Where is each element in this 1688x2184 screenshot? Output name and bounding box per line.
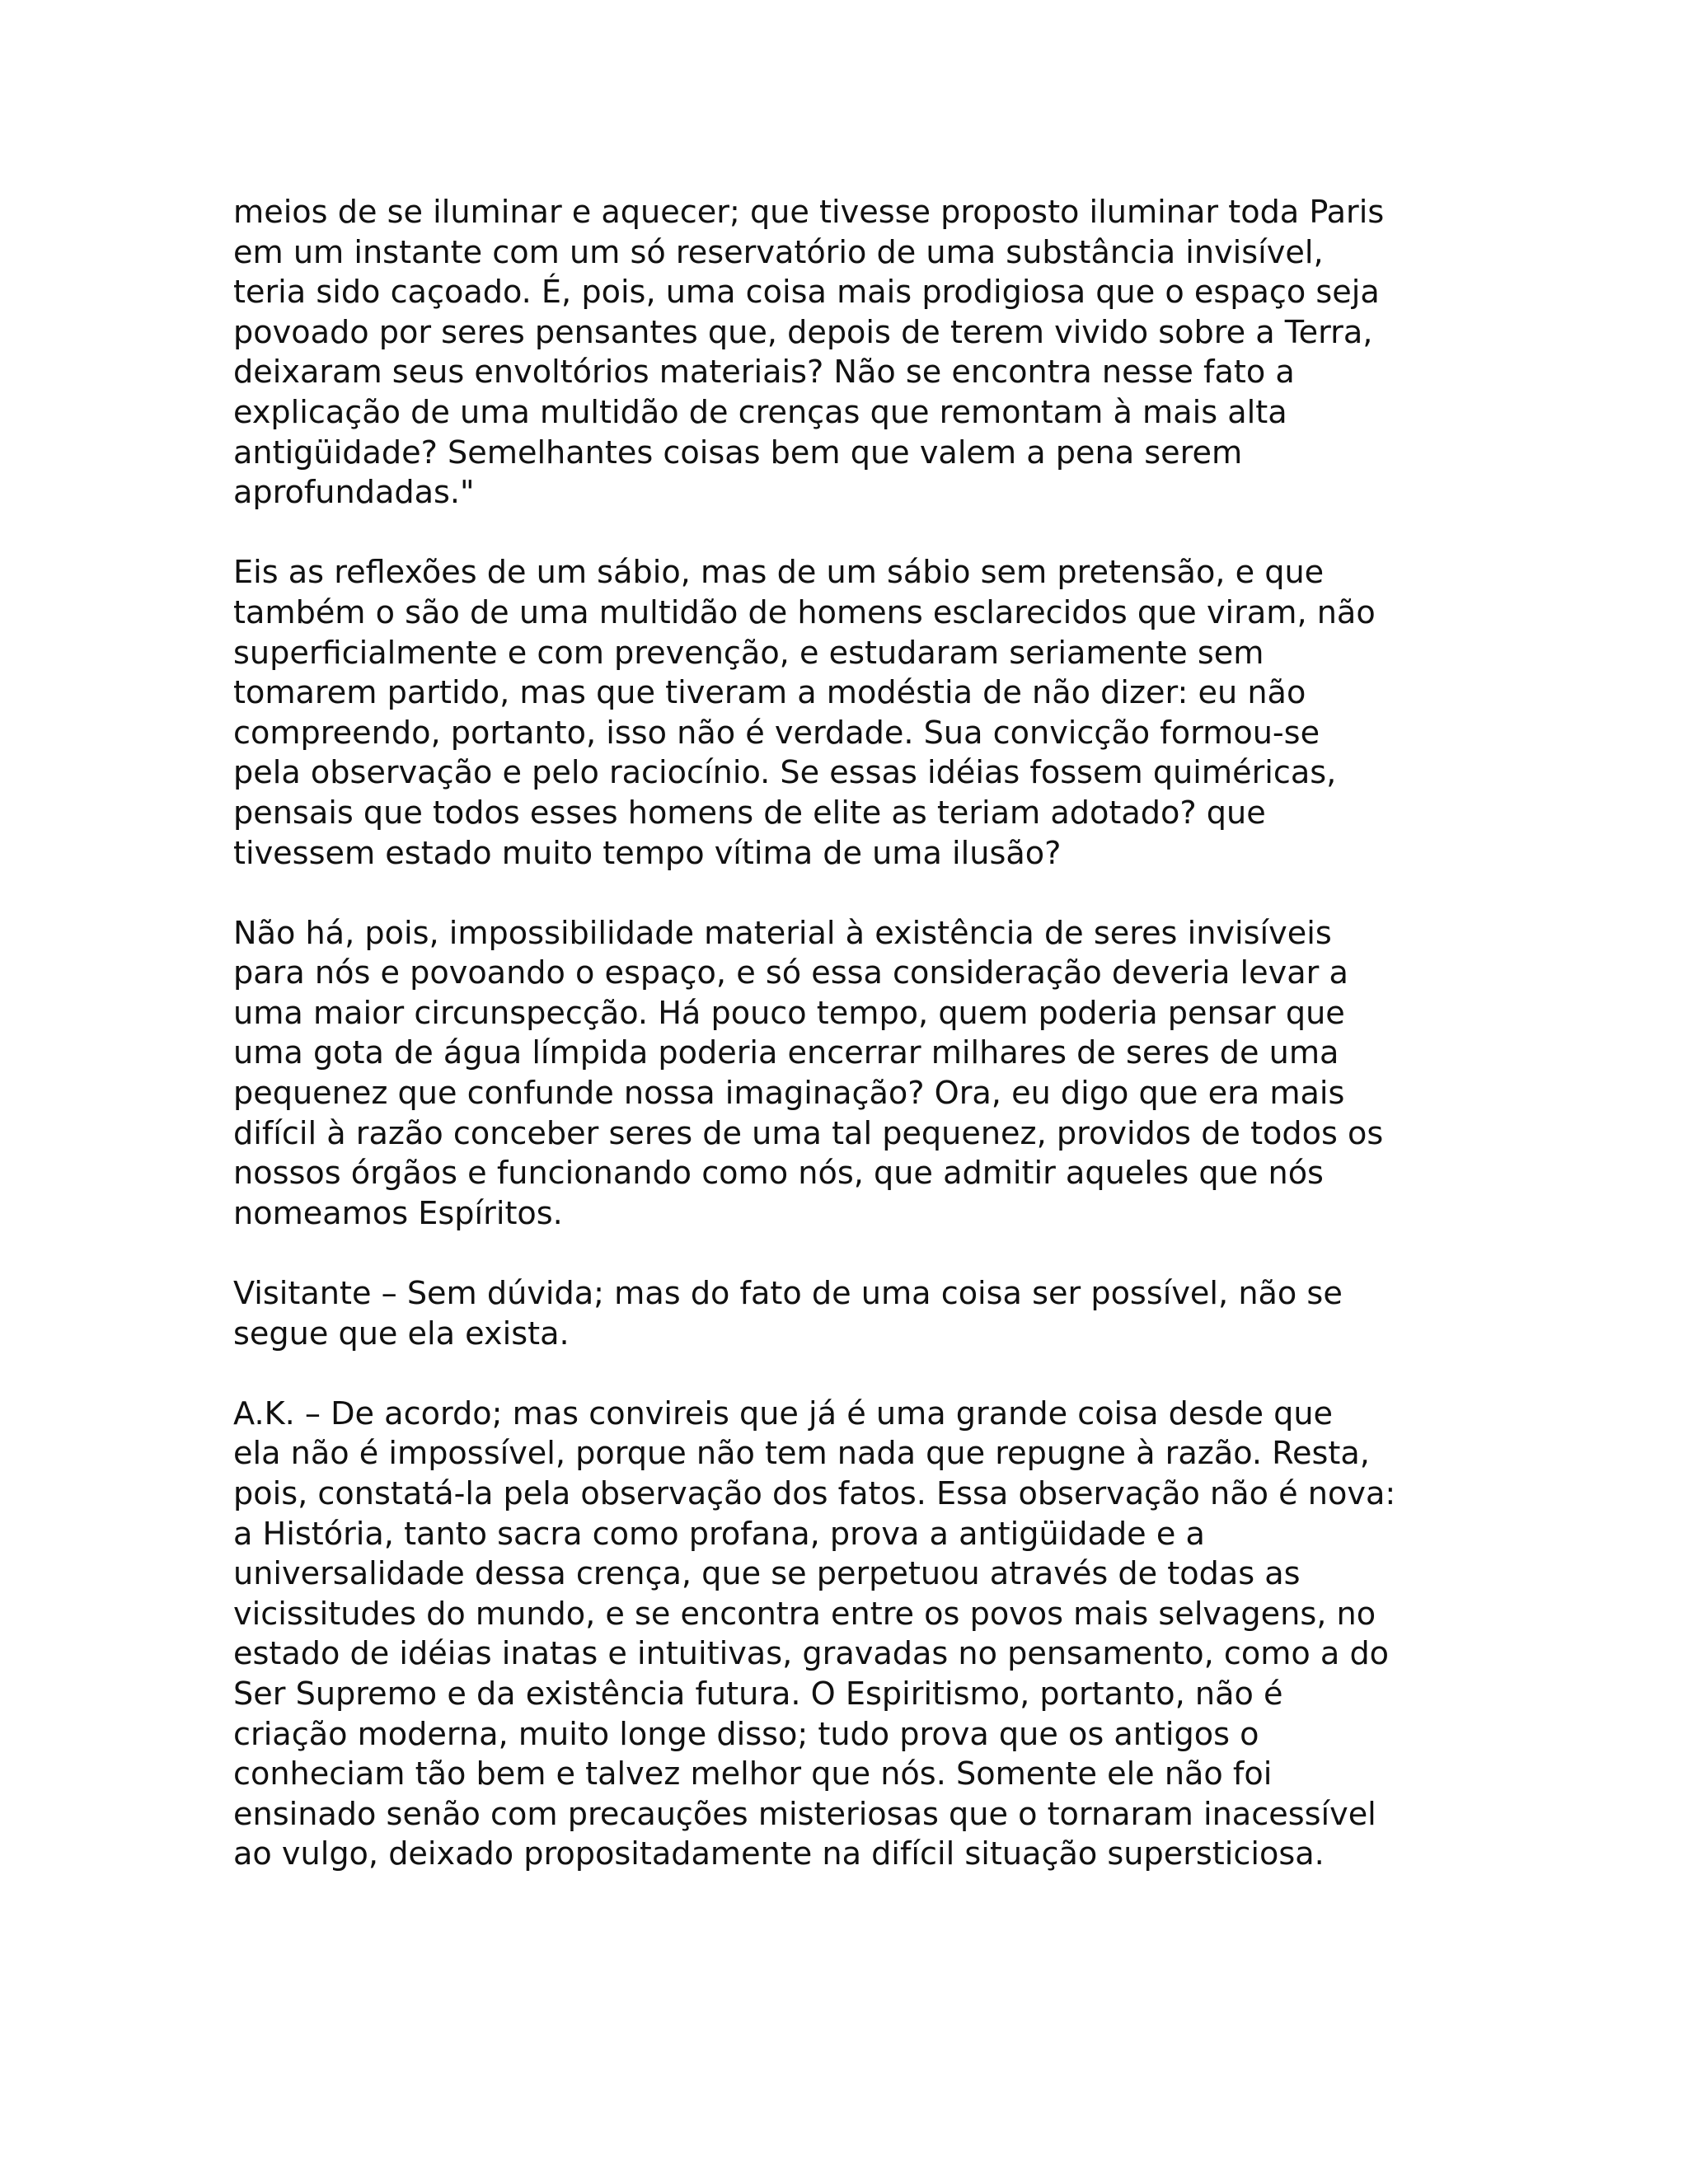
text-line: vicissitudes do mundo, e se encontra entre os povos mais selvagens, no	[233, 1596, 1376, 1633]
paragraph-3	[233, 914, 1494, 1235]
text-line: Eis as reflexões de um sábio, mas de um sábio sem pretensão, e que	[233, 555, 1325, 592]
text-line: pensais que todos esses homens de elite as teriam adotado? que	[233, 794, 1266, 832]
text-line: ela não é impossível, porque não tem nada que repugne à razão. Resta,	[233, 1436, 1370, 1473]
body-text	[233, 193, 1494, 1875]
text-line: conheciam tão bem e talvez melhor que nós. Somente ele não foi	[233, 1756, 1273, 1793]
text-line: pela observação e pelo raciocínio. Se essas idéias fossem quiméricas,	[233, 755, 1337, 792]
paragraph-1	[233, 193, 1494, 513]
text-line: Não há, pois, impossibilidade material à existência de seres invisíveis	[233, 915, 1332, 952]
paragraph-2	[233, 553, 1494, 874]
text-line: teria sido caçoado. É, pois, uma coisa mais prodigiosa que o espaço seja	[233, 274, 1380, 312]
text-line: pequenez que confunde nossa imaginação? Ora, eu digo que era mais	[233, 1076, 1345, 1113]
text-line: compreendo, portanto, isso não é verdade. Sua convicção formou-se	[233, 715, 1320, 752]
text-line: segue que ela exista.	[233, 1315, 570, 1352]
text-line: a História, tanto sacra como profana, prova a antigüidade e a	[233, 1516, 1205, 1553]
text-line: tivessem estado muito tempo vítima de uma ilusão?	[233, 835, 1062, 872]
text-line: universalidade dessa crença, que se perpetuou através de todas as	[233, 1556, 1301, 1593]
paragraph-5	[233, 1394, 1494, 1875]
text-line: tomarem partido, mas que tiveram a modéstia de não dizer: eu não	[233, 675, 1306, 712]
text-line: Visitante – Sem dúvida; mas do fato de uma coisa ser possível, não se	[233, 1276, 1343, 1313]
text-line: também o são de uma multidão de homens esclarecidos que viram, não	[233, 594, 1376, 631]
text-line: deixaram seus envoltórios materiais? Não se encontra nesse fato a	[233, 354, 1295, 391]
text-line: Ser Supremo e da existência futura. O Espiritismo, portanto, não é	[233, 1675, 1283, 1713]
text-line: explicação de uma multidão de crenças que remontam à mais alta	[233, 394, 1287, 431]
paragraph-4	[233, 1274, 1494, 1354]
text-line: meios de se iluminar e aquecer; que tivesse proposto iluminar toda Paris	[233, 194, 1385, 231]
text-line: superficialmente e com prevenção, e estudaram seriamente sem	[233, 635, 1264, 672]
text-line: pois, constatá-la pela observação dos fatos. Essa observação não é nova:	[233, 1476, 1396, 1512]
text-line: uma maior circunspecção. Há pouco tempo, quem poderia pensar que	[233, 995, 1345, 1032]
text-line: ensinado senão com precauções misteriosas que o tornaram inacessível	[233, 1796, 1376, 1833]
text-line: uma gota de água límpida poderia encerrar milhares de seres de uma	[233, 1035, 1339, 1072]
text-line: povoado por seres pensantes que, depois de terem vivido sobre a Terra,	[233, 314, 1373, 351]
text-line: em um instante com um só reservatório de uma substância invisível,	[233, 234, 1324, 271]
text-line: difícil à razão conceber seres de uma tal pequenez, providos de todos os	[233, 1115, 1384, 1152]
text-line: para nós e povoando o espaço, e só essa consideração deveria levar a	[233, 955, 1348, 992]
text-line: estado de idéias inatas e intuitivas, gravadas no pensamento, como a do	[233, 1636, 1390, 1673]
text-line: ao vulgo, deixado propositadamente na difícil situação supersticiosa.	[233, 1836, 1325, 1873]
text-line: aprofundadas."	[233, 475, 475, 512]
text-line: nomeamos Espíritos.	[233, 1195, 563, 1232]
text-line: A.K. – De acordo; mas convireis que já é uma grande coisa desde que	[233, 1395, 1334, 1432]
text-line: criação moderna, muito longe disso; tudo prova que os antigos o	[233, 1716, 1259, 1753]
text-line: antigüidade? Semelhantes coisas bem que valem a pena serem	[233, 434, 1243, 471]
text-line: nossos órgãos e funcionando como nós, que admitir aqueles que nós	[233, 1155, 1324, 1193]
